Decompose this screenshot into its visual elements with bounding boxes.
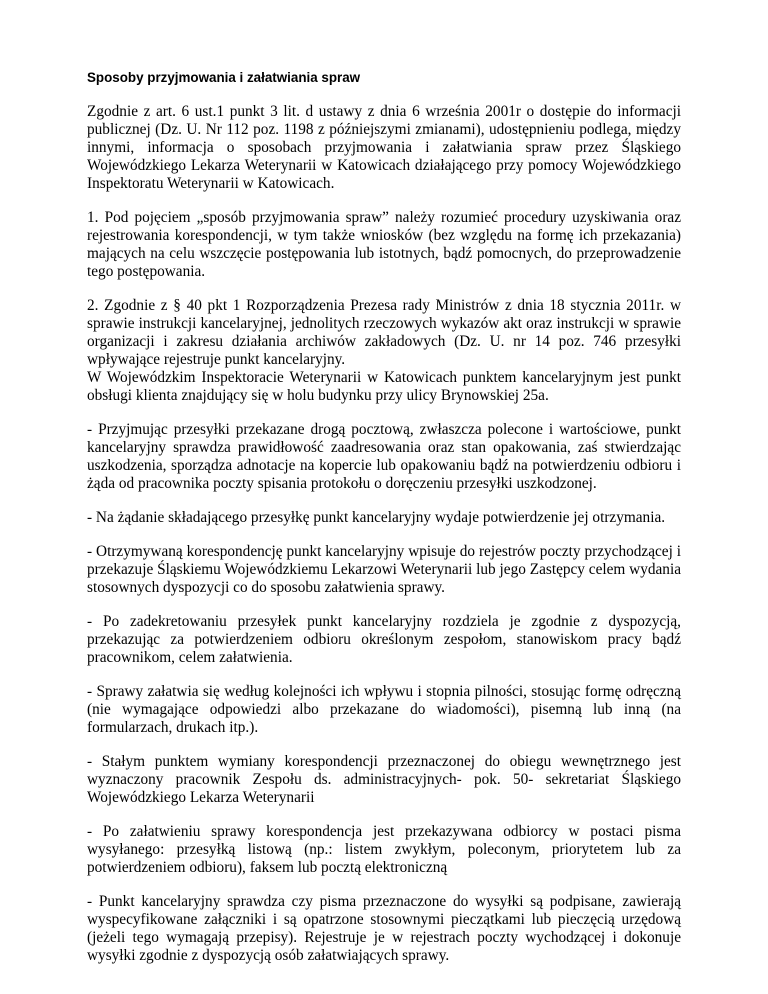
paragraph-intro: Zgodnie z art. 6 ust.1 punkt 3 lit. d ustawy z dnia 6 września 2001r o dostępie do informacji publicznej (Dz. U. Nr 112 poz. 1198 z późniejszymi zmianami), udostępnieniu podlega, między innymi, informacja o sposobach przyjmowania i załatwiania spraw przez Śląskiego Wojewódzkiego Lekarza Weterynarii w Katowicach działającego przy pomocy Wojewódzkiego Inspektoratu Weterynarii w Katowicach. (87, 103, 681, 192)
paragraph-internal-exchange: - Stałym punktem wymiany korespondencji przeznaczonej do obiegu wewnętrznego jest wyznaczony pracownik Zespołu ds. administracyjnych- pok. 50- sekretariat Śląskiego Wojewódzkiego Lekarza Weterynarii (87, 753, 681, 806)
paragraph-registering: - Otrzymywaną korespondencję punkt kancelaryjny wpisuje do rejestrów poczty przychodzącej i przekazuje Śląskiemu Wojewódzkiemu Lekarzowi Weterynarii lub jego Zastępcy celem wydania stosownych dyspozycji co do sposobu załatwienia sprawy. (87, 543, 681, 596)
paragraph-1: 1. Pod pojęciem „sposób przyjmowania spraw” należy rozumieć procedury uzyskiwania oraz rejestrowania korespondencji, w tym także wniosków (bez względu na formę ich przekazania) mających na celu wszczęcie postępowania lub istotnych, bądź pomocnych, do przeprowadzenie tego postępowania. (87, 209, 681, 280)
paragraph-2-office: W Wojewódzkim Inspektoracie Weterynarii w Katowicach punktem kancelaryjnym jest punkt obsługi klienta znajdujący się w holu budynku przy ulicy Brynowskiej 25a. (87, 369, 681, 404)
paragraph-2: 2. Zgodnie z § 40 pkt 1 Rozporządzenia Prezesa rady Ministrów z dnia 18 stycznia 2011r. w sprawie instrukcji kancelaryjnej, jednolitych rzeczowych wykazów akt oraz instrukcji w sprawie organizacji i zakresu działania archiwów zakładowych (Dz. U. nr 14 poz. 746 przesyłki wpływające rejestruje punkt kancelaryjny. (87, 297, 681, 368)
paragraph-confirmation: - Na żądanie składającego przesyłkę punkt kancelaryjny wydaje potwierdzenie jej otrzymania. (87, 509, 666, 526)
paragraph-distribution: - Po zadekretowaniu przesyłek punkt kancelaryjny rozdziela je zgodnie z dyspozycją, przekazując za potwierdzeniem odbioru określonym zespołom, stanowiskom pracy bądź pracownikom, celem załatwienia. (87, 613, 681, 666)
document-title: Sposoby przyjmowania i załatwiania spraw (87, 70, 361, 85)
paragraph-receiving-mail: - Przyjmując przesyłki przekazane drogą pocztową, zwłaszcza polecone i wartościowe, punkt kancelaryjny sprawdza prawidłowość zaadresowania oraz stan opakowania, zaś stwierdzając uszkodzenia, sporządza adnotacje na kopercie lub opakowaniu bądź na potwierdzeniu odbioru i żąda od pracownika poczty spisania protokołu o doręczeniu przesyłki uszkodzonej. (87, 421, 681, 492)
document-page (87, 70, 681, 981)
paragraph-outgoing: - Po załatwieniu sprawy korespondencja jest przekazywana odbiorcy w postaci pisma wysyłanego: przesyłką listową (np.: listem zwykłym, poleconym, priorytetem lub za potwierdzeniem odbioru), faksem lub pocztą elektroniczną (87, 823, 681, 876)
paragraph-handling-order: - Sprawy załatwia się według kolejności ich wpływu i stopnia pilności, stosując formę odręczną (nie wymagające odpowiedzi albo przekazane do wiadomości), pisemną lub inną (na formularzach, drukach itp.). (87, 683, 681, 736)
paragraph-dispatch-check: - Punkt kancelaryjny sprawdza czy pisma przeznaczone do wysyłki są podpisane, zawierają wyspecyfikowane załączniki i są opatrzone stosownymi pieczątkami lub pieczęcią urzędową (jeżeli tego wymagają przepisy). Rejestruje je w rejestrach poczty wychodzącej i dokonuje wysyłki zgodnie z dyspozycją osób załatwiających sprawy. (87, 893, 681, 964)
